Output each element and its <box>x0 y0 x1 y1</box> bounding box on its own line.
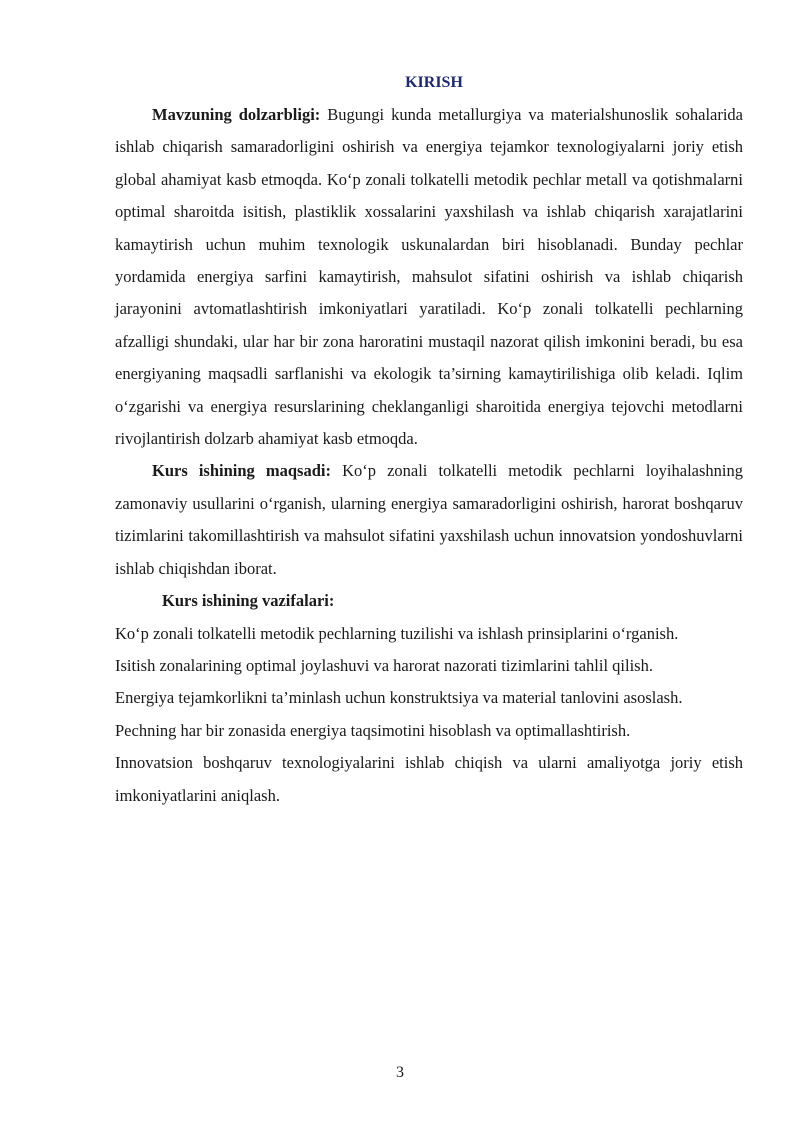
task-item: Ko‘p zonali tolkatelli metodik pechlarning tuzilishi va ishlash prinsiplarini o‘rganish. <box>115 623 679 643</box>
goal-paragraph <box>115 455 743 585</box>
tasks-heading: Kurs ishining vazifalari: <box>162 591 335 611</box>
goal-label: Kurs ishining maqsadi: <box>152 461 331 481</box>
task-item: Energiya tejamkorlikni ta’minlash uchun konstruktsiya va material tanlovini asoslash. <box>115 688 683 708</box>
task-item: Pechning har bir zonasida energiya taqsimotini hisoblash va optimallashtirish. <box>115 720 631 740</box>
page-number: 3 <box>396 1064 404 1081</box>
relevance-paragraph <box>115 99 743 455</box>
relevance-label: Mavzuning dolzarbligi: <box>152 105 321 124</box>
task-item: Isitish zonalarining optimal joylashuvi va harorat nazorati tizimlarini tahlil qilish. <box>115 655 653 675</box>
task-item: Innovatsion boshqaruv texnologiyalarini ishlab chiqish va ularni amaliyotga joriy etish imkoniyatlarini aniqlash. <box>115 753 743 805</box>
goal-text: Ko‘p zonali tolkatelli metodik pechlarni loyihalashning zamonaviy usullarini o‘rganish, ularning energiya samaradorligini oshirish, harorat boshqaruv tizimlarini takomillashtirish va mahsulot sifatini yaxshilash uchun innovatsion yondoshuvlarni ishlab chiqishdan iborat. <box>115 461 743 578</box>
page-title: KIRISH <box>405 74 463 91</box>
relevance-text: Bugungi kunda metallurgiya va materialshunoslik sohalarida ishlab chiqarish samaradorligini oshirish va energiya tejamkor texnologiyalarni joriy etish global ahamiyat kasb etmoqda. Ko‘p zonali tolkatelli metodik pechlar metall va qotishmalarni optimal sharoitda isitish, plastiklik xossalarini yaxshilash va ishlab chiqarish xarajatlarini kamaytirish uchun muhim texnologik uskunalardan biri hisoblanadi. Bunday pechlar yordamida energiya sarfini kamaytirish, mahsulot sifatini oshirish va ishlab chiqarish jarayonini avtomatlashtirish imkoniyatlari yaratiladi. Ko‘p zonali tolkatelli pechlarning afzalligi shundaki, ular har bir zona haroratini mustaqil nazorat qilish imkonini beradi, bu esa energiyaning maqsadli sarflanishi va ekologik ta’sirning kamaytirilishiga olib keladi. Iqlim o‘zgarishi va energiya resurslarining cheklanganligi sharoitida energiya tejovchi metodlarni rivojlantirish dolzarb ahamiyat kasb etmoqda. <box>115 105 744 449</box>
